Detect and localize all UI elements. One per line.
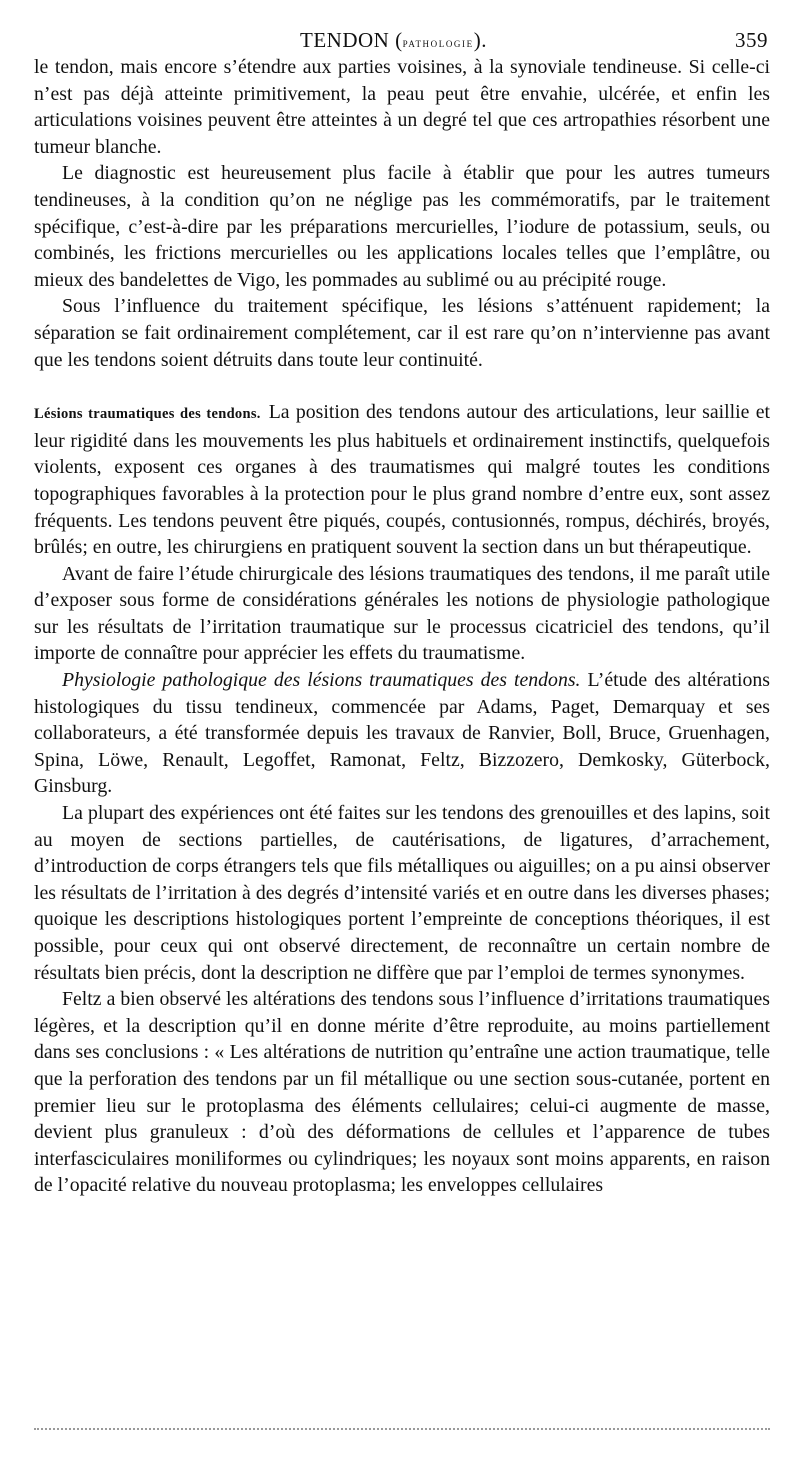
paragraph-4 bbox=[34, 399, 770, 561]
paragraph-2: Le diagnostic est heureusement plus facile à établir que pour les autres tumeurs tendineuses, à la condition qu’on ne néglige pas les commémoratifs, par le traitement spécifique, c’est-à-dire par les préparations mercurielles, l’iodure de potassium, seuls, ou combinés, les frictions mercurielles ou les applications locales telles que l’emplâtre, ou mieux des bandelettes de Vigo, les pommades au sublimé ou au précipité rouge. bbox=[34, 162, 770, 291]
footer-divider bbox=[34, 1428, 770, 1430]
header-title-main: TENDON ( bbox=[300, 28, 403, 52]
header-title bbox=[300, 28, 487, 53]
document-page bbox=[34, 22, 770, 1199]
paragraph-1: le tendon, mais encore s’étendre aux parties voisines, à la synoviale tendineuse. Si celle-ci n’est pas déjà atteinte primitivement, la peau peut être envahie, ulcérée, et enfin les articulations voisines peuvent être atteintes à un degré tel que ces artropathies résorbent une tumeur blanche. bbox=[34, 56, 770, 158]
page-number: 359 bbox=[735, 28, 768, 52]
paragraph-5: Avant de faire l’étude chirurgicale des lésions traumatiques des tendons, il me paraît utile d’exposer sous forme de considérations générales les notions de physiologie pathologique sur les résultats de l’irritation traumatique sur le processus cicatriciel des tendons, qu’il importe de connaître pour apprécier les effets du traumatisme. bbox=[34, 562, 770, 665]
subsection-title-physiologie: Physiologie pathologique des lésions traumatiques des tendons. bbox=[62, 669, 581, 692]
paragraph-3: Sous l’influence du traitement spécifique, les lésions s’atténuent rapidement; la séparation se fait ordinairement complétement, car il est rare qu’on n’intervienne pas avant que les tendons soient détruits dans toute leur continuité. bbox=[34, 295, 770, 371]
section-gap bbox=[34, 373, 770, 399]
paragraph-6 bbox=[34, 667, 770, 800]
paragraph-8: Feltz a bien observé les altérations des tendons sous l’influence d’irritations traumatiques légères, et la description qu’il en donne mérite d’être reproduite, au moins partiellement dans ses conclusions : « Les altérations de nutrition qu’entraîne une action traumatique, telle que la perforation des tendons par un fil métallique ou une section sous-cutanée, portent en premier lieu sur le protoplasma des éléments cellulaires; celui-ci augmente de masse, devient plus granuleux : d’où des déformations de cellules et l’apparence de tubes interfasciculaires moniliformes ou cylindriques; les noyaux sont moins apparents, en raison de l’opacité relative du nouveau protoplasma; les enveloppes cellulaires bbox=[34, 988, 770, 1197]
section-title-lesions: Lésions traumatiques des tendons. bbox=[34, 406, 261, 423]
paragraph-7: La plupart des expériences ont été faites sur les tendons des grenouilles et des lapins, soit au moyen de sections partielles, de cautérisations, de ligatures, d’arrachement, d’introduction de corps étrangers tels que fils métalliques ou aiguilles; on a pu ainsi observer les résultats de l’irritation à des degrés d’intensité variés et en outre dans les diverses phases; quoique les descriptions histologiques portent l’empreinte de conceptions théoriques, il est possible, pour ceux qui ont observé directement, de reconnaître un certain nombre de résultats bien précis, dont la description ne diffère que par l’emploi de termes synonymes. bbox=[34, 802, 770, 984]
header-title-sub: pathologie bbox=[402, 35, 474, 50]
running-header bbox=[34, 22, 770, 54]
paragraph-6-text: L’étude des altérations histologiques du tissu tendineux, commencée par Adams, Paget, Demarquay et ses collaborateurs, a été transformée depuis les travaux de Ranvier, Boll, Bruce, Gruenhagen, Spina, Löwe, Renault, Legoffet, Ramonat, Feltz, Bizzozero, Demkosky, Güterbock, Ginsburg. bbox=[34, 669, 771, 798]
paragraph-4-text: La position des tendons autour des articulations, leur saillie et leur rigidité dans les mouvements les plus habituels et ordinairement instinctifs, quelquefois violents, exposent ces organes à des traumatismes qui malgré toutes les conditions topographiques favorables à la protection pour le plus grand nombre d’entre eux, sont assez fréquents. Les tendons peuvent être piqués, coupés, contusionnés, rompus, déchirés, broyés, brûlés; en outre, les chirurgiens en pratiquent souvent la section dans un but thérapeutique. bbox=[34, 401, 770, 559]
header-title-close: ). bbox=[473, 28, 487, 52]
